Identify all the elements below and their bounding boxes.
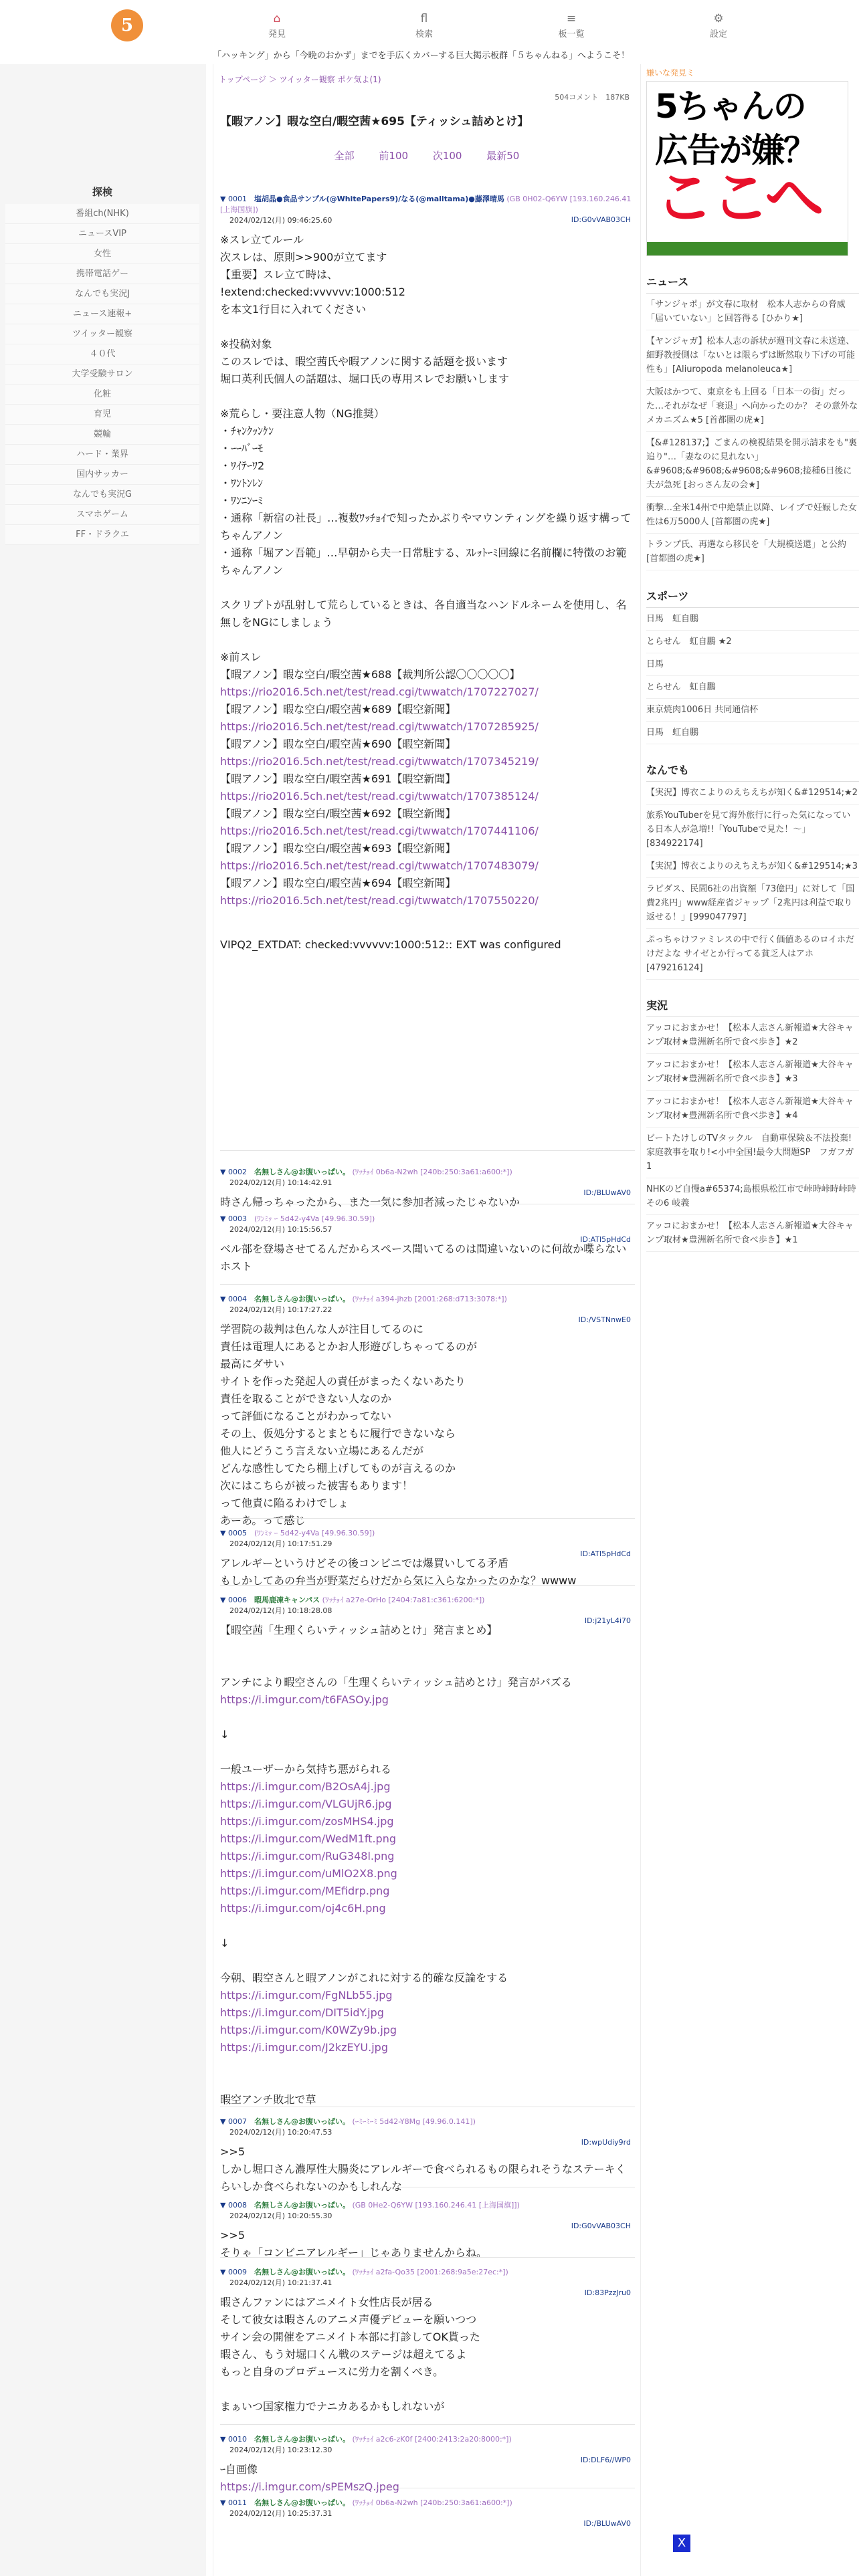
- post-text: 【暇アノン】暇な空白/暇空茜★692【暇空新聞】: [220, 807, 456, 820]
- post-text: ベル部を登場させてるんだからスペース聞いてるのは間違いないのに何故か喋らないホスト: [220, 1243, 627, 1273]
- sidebar-item[interactable]: 番組ch(NHK): [5, 204, 199, 224]
- post-number[interactable]: ▼ 0011: [220, 2498, 254, 2507]
- post-number[interactable]: ▼ 0002: [220, 1168, 254, 1176]
- post: [220, 1294, 635, 1529]
- sports-item[interactable]: とらせん 虹自鵬: [646, 676, 859, 699]
- post: [220, 1167, 635, 1211]
- post-trip: (ﾜﾝﾐｯ ｰ 5d42-y4Va [49.96.30.59]): [254, 1529, 375, 1537]
- explore-menu: [5, 185, 199, 545]
- gear-icon: ⚙: [713, 12, 724, 25]
- ad-text: 5ちゃんの 広告が嫌？: [655, 87, 816, 170]
- post-body: [220, 1622, 635, 2109]
- post: [220, 2117, 635, 2195]
- post-text: アレルギーというけどその後コンビニでは爆買いしてる矛盾 もしかしてあの弁当が野菜だらけだから気に入らなかったのかな？wwww: [220, 1557, 577, 1587]
- post-date: 2024/02/12(月) 10:15:56.57: [229, 1225, 332, 1234]
- list-icon: ≡: [566, 12, 577, 25]
- post-text: >>5 そりゃ「コンビニアレルギー」じゃありませんからね。: [220, 2229, 487, 2259]
- sidebar-item[interactable]: ４０代: [5, 344, 199, 364]
- post-name: 名無しさん@お腹いっぱい。: [254, 2498, 350, 2507]
- post-number[interactable]: ▼ 0008: [220, 2201, 254, 2210]
- post-header: [220, 1595, 635, 1606]
- sidebar-item[interactable]: ツイッター観察: [5, 324, 199, 344]
- post-trip: (GB 0He2-Q6YW [193.160.246.41 [上海国旗]]): [349, 2201, 520, 2210]
- sidebar-item[interactable]: 化粧: [5, 385, 199, 405]
- post-date: 2024/02/12(月) 10:21:37.41: [229, 2278, 332, 2287]
- post-link[interactable]: https://i.imgur.com/J2kzEYU.jpg: [220, 2041, 388, 2054]
- post-trip: (ﾜｯﾁｮｲ 0b6a-N2wh [240b:250:3a61:a600:*]): [349, 2498, 512, 2507]
- post-body: [220, 231, 635, 954]
- post-id[interactable]: ID:/BLUwAV0: [583, 2519, 631, 2528]
- news-heading: ニュース: [646, 270, 859, 294]
- welcome-marquee: 「ハッキング」から「今晩のおかず」までを手広くカバーする巨大掲示板群「５ちゃんねる」へようこそ！: [213, 51, 630, 61]
- post-name: 名無しさん@お腹いっぱい。: [254, 1295, 350, 1303]
- post-body: [220, 1194, 635, 1211]
- post-date: 2024/02/12(月) 10:17:51.29: [229, 1539, 332, 1548]
- post-divider: [220, 1150, 635, 1151]
- post-header: [220, 1294, 635, 1305]
- pager-all[interactable]: 全部: [334, 150, 355, 162]
- sidebar-item[interactable]: 女性: [5, 244, 199, 264]
- nandemo-item[interactable]: 旅系YouTuberを見て海外旅行に行った気になっている日本人が急増!!「YouTubeで見た！～」[834922174]: [646, 804, 859, 855]
- post-text: 暇さんファンにはアニメイト女性店長が居る そして彼女は暇さんのアニメ声優デビューを願いつつ サイン会の開催をアニメイト本部に打診してOK貰った 暇さん、もう対堀口くん戦のステージは超えてるよ もっと自身のプロデュースに労力を割くべき。 まぁいつ国家権力でナニカあるかもしれないが: [220, 2296, 480, 2413]
- post-body: [220, 1241, 635, 1275]
- post-body: [220, 2294, 635, 2416]
- post-date: 2024/02/12(月) 10:23:12.30: [229, 2446, 332, 2454]
- top-bar: [0, 0, 859, 64]
- post-date: 2024/02/12(月) 10:14:42.91: [229, 1178, 332, 1187]
- left-sidebar: [0, 64, 206, 2576]
- post-id[interactable]: ID:wpUdiy9rd: [581, 2138, 631, 2147]
- post-id[interactable]: ID:/VSTNnwE0: [578, 1315, 631, 1324]
- breadcrumb[interactable]: トップページ ＞ ツイッター観察 ポケ気よ(1): [219, 75, 381, 84]
- post-name: 名無しさん@お腹いっぱい。: [254, 2117, 350, 2126]
- post-number[interactable]: ▼ 0001: [220, 195, 254, 203]
- post-id[interactable]: ID:ATl5pHdCd: [580, 1235, 631, 1244]
- post-link[interactable]: https://i.imgur.com/DIT5idY.jpg: [220, 2006, 384, 2019]
- nav-settings[interactable]: [685, 12, 752, 39]
- post-link[interactable]: https://rio2016.5ch.net/test/read.cgi/twwatch/1707227027/: [220, 685, 539, 698]
- site-logo[interactable]: 5: [111, 9, 143, 41]
- nav-discover-label: 発見: [268, 29, 286, 39]
- explore-heading: 探検: [92, 186, 112, 198]
- post-link[interactable]: https://rio2016.5ch.net/test/read.cgi/twwatch/1707441106/: [220, 825, 539, 837]
- sidebar-item[interactable]: 育児: [5, 405, 199, 425]
- post-text: 暇空アンチ敗北で草: [220, 2093, 316, 2106]
- nav-boards[interactable]: [538, 12, 605, 39]
- post-name: 名無しさん@お腹いっぱい。: [254, 1168, 350, 1176]
- sports-item[interactable]: 日馬 虹自鵬: [646, 722, 859, 744]
- post-date: 2024/02/12(月) 10:18:28.08: [229, 1606, 332, 1615]
- sports-heading: スポーツ: [646, 584, 859, 608]
- post-name: 名無しさん@お腹いっぱい。: [254, 2435, 350, 2444]
- thread-meta: 504コメント 187KB: [555, 93, 630, 102]
- nandemo-item[interactable]: ラピダス、民間6社の出資額「73億円」に対して「国費2兆円」www経産省ジャップ「2兆円は利益で取り返せる！」[999047797]: [646, 878, 859, 929]
- post-text: 【暇アノン】暇な空白/暇空茜★689【暇空新聞】: [220, 703, 456, 716]
- post: [220, 1595, 635, 2109]
- ad-grass-image: [647, 242, 848, 255]
- post-text: ※スレ立てルール 次スレは、原則>>900が立てます 【重要】スレ立て時は、 !extend:checked:vvvvvv:1000:512 を本文1行目に入れてください ※投稿対象 このスレでは、暇空茜氏や暇アノンに関する話題を扱います 堀口英利氏個人の話題は、堀口氏の専用スレでお願いします ※荒らし・要注意人物（NG推奨） ・ﾁｬﾝｸｯﾝｹﾝ ・ｰｰﾊﾞｰﾓ ・ﾜｲﾃｰﾜ2 ・ﾜﾝﾄﾝﾚﾝ ・ﾜﾝﾆﾝｰﾐ ・通称「新宿の社長」…複数ﾜｯﾁｮｲで知ったかぶりやマウンティングを繰り返す構ってちゃんアノン ・通称「堀アン吾範」…早朝から夫一日常駐する、ｽﾚｯﾄｰﾐ回線に名前欄に特徴のお範ちゃんアノン スクリプトが乱射して荒らしているときは、各自適当なハンドルネームを使用し、名無しをNGにしましょう ※前スレ 【暇アノン】暇な空白/暇空茜★688【裁判所公認〇〇〇〇〇】: [220, 233, 632, 681]
- post: [220, 2498, 635, 2528]
- post-link[interactable]: https://rio2016.5ch.net/test/read.cgi/twwatch/1707285925/: [220, 720, 539, 733]
- sidebar-item[interactable]: なんでも実況J: [5, 284, 199, 304]
- post-number[interactable]: ▼ 0009: [220, 2268, 254, 2276]
- close-button[interactable]: X: [673, 2535, 690, 2552]
- post-id[interactable]: ID:DLF6//WP0: [580, 2456, 631, 2464]
- post: [220, 1528, 635, 1590]
- post: [220, 1214, 635, 1275]
- post-trip: (ﾜﾝﾐｯ ｰ 5d42-y4Va [49.96.30.59]): [254, 1214, 375, 1223]
- right-sidebar: [646, 64, 859, 1252]
- post: [220, 2267, 635, 2416]
- post-link[interactable]: https://i.imgur.com/RuG348l.png: [220, 1850, 395, 1862]
- nandemo-heading: なんでも: [646, 758, 859, 782]
- nav-search[interactable]: [391, 12, 458, 39]
- post-number[interactable]: ▼ 0010: [220, 2435, 254, 2444]
- ad-label: 嫌いな発見ミ: [646, 68, 695, 78]
- post-trip: (ﾜｯﾁｮｲ a27e-OrHo [2404:7a81:c361:6200:*]): [320, 1596, 485, 1604]
- post-date: 2024/02/12(月) 10:20:55.30: [229, 2212, 332, 2220]
- post-header: [220, 194, 635, 215]
- post-divider: [220, 2424, 635, 2425]
- post-text: 【暇空茜「生理くらいティッシュ詰めとけ」発言まとめ】 アンチにより暇空さんの「生理くらいティッシュ詰めとけ」発言がバズる: [220, 1624, 572, 1689]
- sidebar-item[interactable]: スマホゲーム: [5, 505, 199, 525]
- post-date: 2024/02/12(月) 09:46:25.60: [229, 216, 332, 225]
- ad-banner[interactable]: [646, 81, 848, 256]
- post-link[interactable]: https://i.imgur.com/K0WZy9b.jpg: [220, 2024, 397, 2036]
- post-header: [220, 2434, 635, 2445]
- nandemo-item[interactable]: 【実況】博衣こよりのえちえちが知く&#129514;★2: [646, 782, 859, 804]
- jikkyo-item[interactable]: アッコにおまかせ！【松本人志さん新報道★大谷キャンプ取材★豊洲新名所で食べ歩き】★4: [646, 1091, 859, 1128]
- sports-item[interactable]: 東京焼肉1006日 共同通信杯: [646, 699, 859, 722]
- pager-prev100[interactable]: 前100: [379, 150, 409, 162]
- post-link[interactable]: https://i.imgur.com/oj4c6H.png: [220, 1902, 386, 1915]
- post-id[interactable]: ID:G0vVAB03CH: [571, 2222, 631, 2230]
- pager-next100[interactable]: 次100: [432, 150, 462, 162]
- post-body: [220, 2143, 635, 2195]
- news-item[interactable]: 【&#128137;】ごまんの検視結果を開示請求をも"裏追り"…「妻なのに見れない」&#9608;&#9608;&#9608;&#9608;接種6日後に夫が急死 [おっさん友の会★]: [646, 432, 859, 497]
- post-text: 【暇アノン】暇な空白/暇空茜★690【暇空新聞】: [220, 738, 456, 750]
- post-name: 名無しさん@お腹いっぱい。: [254, 2268, 350, 2276]
- post-date: 2024/02/12(月) 10:20:47.53: [229, 2128, 332, 2137]
- post-header: [220, 2117, 635, 2127]
- post-id[interactable]: ID:ATl5pHdCd: [580, 1549, 631, 1558]
- post-number[interactable]: ▼ 0005: [220, 1529, 254, 1537]
- nandemo-item[interactable]: ぷっちゃけファミレスの中で行く価値あるのロイホだけだよな サイゼとか行ってる貧乏人はアホ [479216124]: [646, 929, 859, 980]
- post-header: [220, 1167, 635, 1178]
- jikkyo-item[interactable]: アッコにおまかせ！【松本人志さん新報道★大谷キャンプ取材★豊洲新名所で食べ歩き】★1: [646, 1215, 859, 1252]
- news-item[interactable]: トランプ氏、再選なら移民を「大規模送還」と公約 [首都圏の虎★]: [646, 534, 859, 570]
- post-header: [220, 1528, 635, 1539]
- post-link[interactable]: https://rio2016.5ch.net/test/read.cgi/twwatch/1707385124/: [220, 790, 539, 802]
- news-item[interactable]: 大阪はかつて、東京をも上回る「日本一の街」だった…それがなぜ「衰退」へ向かったのか？ その意外なメカニズム★5 [首都圏の虎★]: [646, 381, 859, 432]
- post-body: [220, 2461, 635, 2496]
- post: [220, 2200, 635, 2262]
- post-link[interactable]: https://i.imgur.com/B2OsA4j.jpg: [220, 1780, 391, 1793]
- nandemo-item[interactable]: 【実況】博衣こよりのえちえちが知く&#129514;★3: [646, 855, 859, 878]
- sports-item[interactable]: とらせん 虹自鵬 ★2: [646, 631, 859, 653]
- post-divider: [220, 1518, 635, 1519]
- jikkyo-item[interactable]: NHKのど自慢a#65374;島根県松江市で峠時峠時峠時 その6 岐義: [646, 1178, 859, 1215]
- home-icon: ⌂: [273, 12, 281, 25]
- post-trip: (GB 0H02-Q6YW [193.160.246.41 [上海国旗]): [220, 195, 632, 214]
- nav-search-label: 検索: [415, 29, 433, 39]
- post-number[interactable]: ▼ 0003: [220, 1214, 254, 1223]
- post-id[interactable]: ID:G0vVAB03CH: [571, 215, 631, 224]
- post-divider: [220, 1284, 635, 1285]
- jikkyo-item[interactable]: アッコにおまかせ！【松本人志さん新報道★大谷キャンプ取材★豊洲新名所で食べ歩き】★2: [646, 1017, 859, 1054]
- thread-title: 【暇アノン】暇な空白/暇空茜★695【ティッシュ詰めとけ】: [220, 115, 529, 128]
- post-id[interactable]: ID:83PzzJru0: [584, 2288, 631, 2297]
- sidebar-item[interactable]: 競輪: [5, 425, 199, 445]
- post-link[interactable]: https://i.imgur.com/zosMHS4.jpg: [220, 1815, 394, 1828]
- post-name: 塩胡晶●食品サンプル(@WhitePapers9)/なる(@malltama)●藤澤晴馬: [254, 195, 504, 203]
- post-link[interactable]: https://rio2016.5ch.net/test/read.cgi/twwatch/1707345219/: [220, 755, 539, 768]
- sidebar-item[interactable]: FF・ドラクエ: [5, 525, 199, 545]
- nav-settings-label: 設定: [709, 29, 727, 39]
- post-link[interactable]: https://i.imgur.com/MEfidrp.png: [220, 1885, 390, 1897]
- news-item[interactable]: 衝撃…全米14州で中絶禁止以降、レイプで妊娠した女性は6万5000人 [首都圏の虎★]: [646, 497, 859, 534]
- sidebar-item[interactable]: ニュースVIP: [5, 224, 199, 244]
- sports-item[interactable]: 日馬 虹自鵬: [646, 608, 859, 631]
- post-trip: (ﾜｯﾁｮｲ 0b6a-N2wh [240b:250:3a61:a600:*]): [349, 1168, 512, 1176]
- post-trip: (ﾜｯﾁｮｲ a2c6-zK0f [2400:2413:2a20:8000:*]): [349, 2435, 512, 2444]
- post-name: 暇馬鹿凍キャンパス: [254, 1596, 320, 1604]
- post: [220, 194, 635, 954]
- thread-pager: [213, 148, 640, 163]
- post-link[interactable]: https://i.imgur.com/WedM1ft.png: [220, 1832, 396, 1845]
- post-number[interactable]: ▼ 0006: [220, 1596, 254, 1604]
- jikkyo-heading: 実況: [646, 993, 859, 1017]
- post-link[interactable]: https://i.imgur.com/VLGUjR6.jpg: [220, 1798, 392, 1810]
- post-id[interactable]: ID:j21yL4i70: [584, 1616, 631, 1625]
- thread-main: [213, 64, 641, 2576]
- post-link[interactable]: https://i.imgur.com/sPEMszQ.jpeg: [220, 2480, 399, 2493]
- sidebar-item[interactable]: ニュース速報+: [5, 304, 199, 324]
- sidebar-item[interactable]: なんでも実況G: [5, 485, 199, 505]
- post-divider: [220, 2257, 635, 2258]
- post-text: 時さん帰っちゃったから、また一気に参加者減ったじゃないか: [220, 1196, 520, 1208]
- post-trip: (ﾜｯﾁｮｲ a394-jhzb [2001:268:d713:3078:*]): [349, 1295, 507, 1303]
- sports-item[interactable]: 日馬: [646, 653, 859, 676]
- post-footer-text: VIPQ2_EXTDAT: checked:vvvvvv:1000:512:: EXT was configured: [220, 938, 561, 951]
- post-header: [220, 2200, 635, 2211]
- post-text: 学習院の裁判は色んな人が注目してるのに 責任は電理人にあるとかお人形遊びしちゃってるのが 最高にダサい サイトを作った発起人の責任がまったくないあたり 責任を取ることができない人なのか って評価になることがわかってない その上、仮処分するとまともに履行できないなら 他人にどうこう言えない立場にあるんだが どんな感性してたら棚上げしてものが言えるのか 次にはこちらが被った被害もあります！ って他責に陥るわけでしょ あーあ。って感じ: [220, 1323, 478, 1527]
- nav-boards-label: 板一覧: [558, 29, 585, 39]
- post-number[interactable]: ▼ 0007: [220, 2117, 254, 2126]
- ad-headline: ここへ: [655, 163, 822, 232]
- post-id[interactable]: ID:/BLUwAV0: [583, 1188, 631, 1197]
- sidebar-item[interactable]: ハード・業界: [5, 445, 199, 465]
- post-link[interactable]: https://rio2016.5ch.net/test/read.cgi/twwatch/1707550220/: [220, 894, 539, 907]
- nav-discover[interactable]: [244, 12, 310, 39]
- news-item[interactable]: 「サンジャポ」が文春に取材 松本人志からの脅威「届いていない」と回答得る [ひかり★]: [646, 294, 859, 330]
- post-trip: (ｰﾐｰﾐｰﾐ 5d42-Y8Mg [49.96.0.141]): [349, 2117, 476, 2126]
- sidebar-item[interactable]: 携帯電話ゲー: [5, 264, 199, 284]
- pager-latest50[interactable]: 最新50: [486, 150, 520, 162]
- post-text: ↓ 今朝、暇空さんと暇アノンがこれに対する的確な反論をする: [220, 1937, 508, 1984]
- search-icon: fl: [420, 12, 428, 25]
- post-link[interactable]: https://i.imgur.com/t6FASOy.jpg: [220, 1693, 389, 1706]
- post-text: 【暇アノン】暇な空白/暇空茜★691【暇空新聞】: [220, 772, 456, 785]
- post-trip: (ﾜｯﾁｮｲ a2fa-Qo35 [2001:268:9a5e:27ec:*]): [349, 2268, 508, 2276]
- post-number[interactable]: ▼ 0004: [220, 1295, 254, 1303]
- post-text: >>5 しかし堀口さん濃厚性大腸炎にアレルギーで食べられるもの限られそうなステーキくらいしか食べられないのかもしれんな: [220, 2145, 626, 2193]
- post-date: 2024/02/12(月) 10:17:27.22: [229, 1305, 332, 1314]
- news-item[interactable]: 【ヤンジャガ】松本人志の訴状が週刊文春に未送達、細野教授側は「ないとは限らずは断然取り下げの可能性も」[Aliuropoda melanoleuca★]: [646, 330, 859, 381]
- sidebar-item[interactable]: 大学受験サロン: [5, 364, 199, 385]
- post-date: 2024/02/12(月) 10:25:37.31: [229, 2509, 332, 2518]
- post-name: 名無しさん@お腹いっぱい。: [254, 2201, 350, 2210]
- post-text: ↓ 一般ユーザーから気持ち悪がられる: [220, 1728, 392, 1776]
- post-text: ｰ自画像: [220, 2463, 258, 2476]
- post: [220, 2434, 635, 2496]
- post-text: 【暇アノン】暇な空白/暇空茜★694【暇空新聞】: [220, 877, 456, 889]
- post-header: [220, 2267, 635, 2278]
- post-text: 【暇アノン】暇な空白/暇空茜★693【暇空新聞】: [220, 842, 456, 855]
- post-link[interactable]: https://i.imgur.com/FgNLb55.jpg: [220, 1989, 393, 2002]
- post-link[interactable]: https://i.imgur.com/uMlO2X8.png: [220, 1867, 397, 1880]
- sidebar-item[interactable]: 国内サッカー: [5, 465, 199, 485]
- post-header: [220, 1214, 635, 1224]
- post-header: [220, 2498, 635, 2508]
- jikkyo-item[interactable]: ビートたけしのTVタックル 自動車保険＆不法投棄!家庭教事を取り!<小中全国!最今大問題SP フガフガ1: [646, 1128, 859, 1178]
- post-divider: [220, 1585, 635, 1586]
- jikkyo-item[interactable]: アッコにおまかせ！【松本人志さん新報道★大谷キャンプ取材★豊洲新名所で食べ歩き】★3: [646, 1054, 859, 1091]
- post-body: [220, 1321, 635, 1529]
- post-link[interactable]: https://rio2016.5ch.net/test/read.cgi/twwatch/1707483079/: [220, 859, 539, 872]
